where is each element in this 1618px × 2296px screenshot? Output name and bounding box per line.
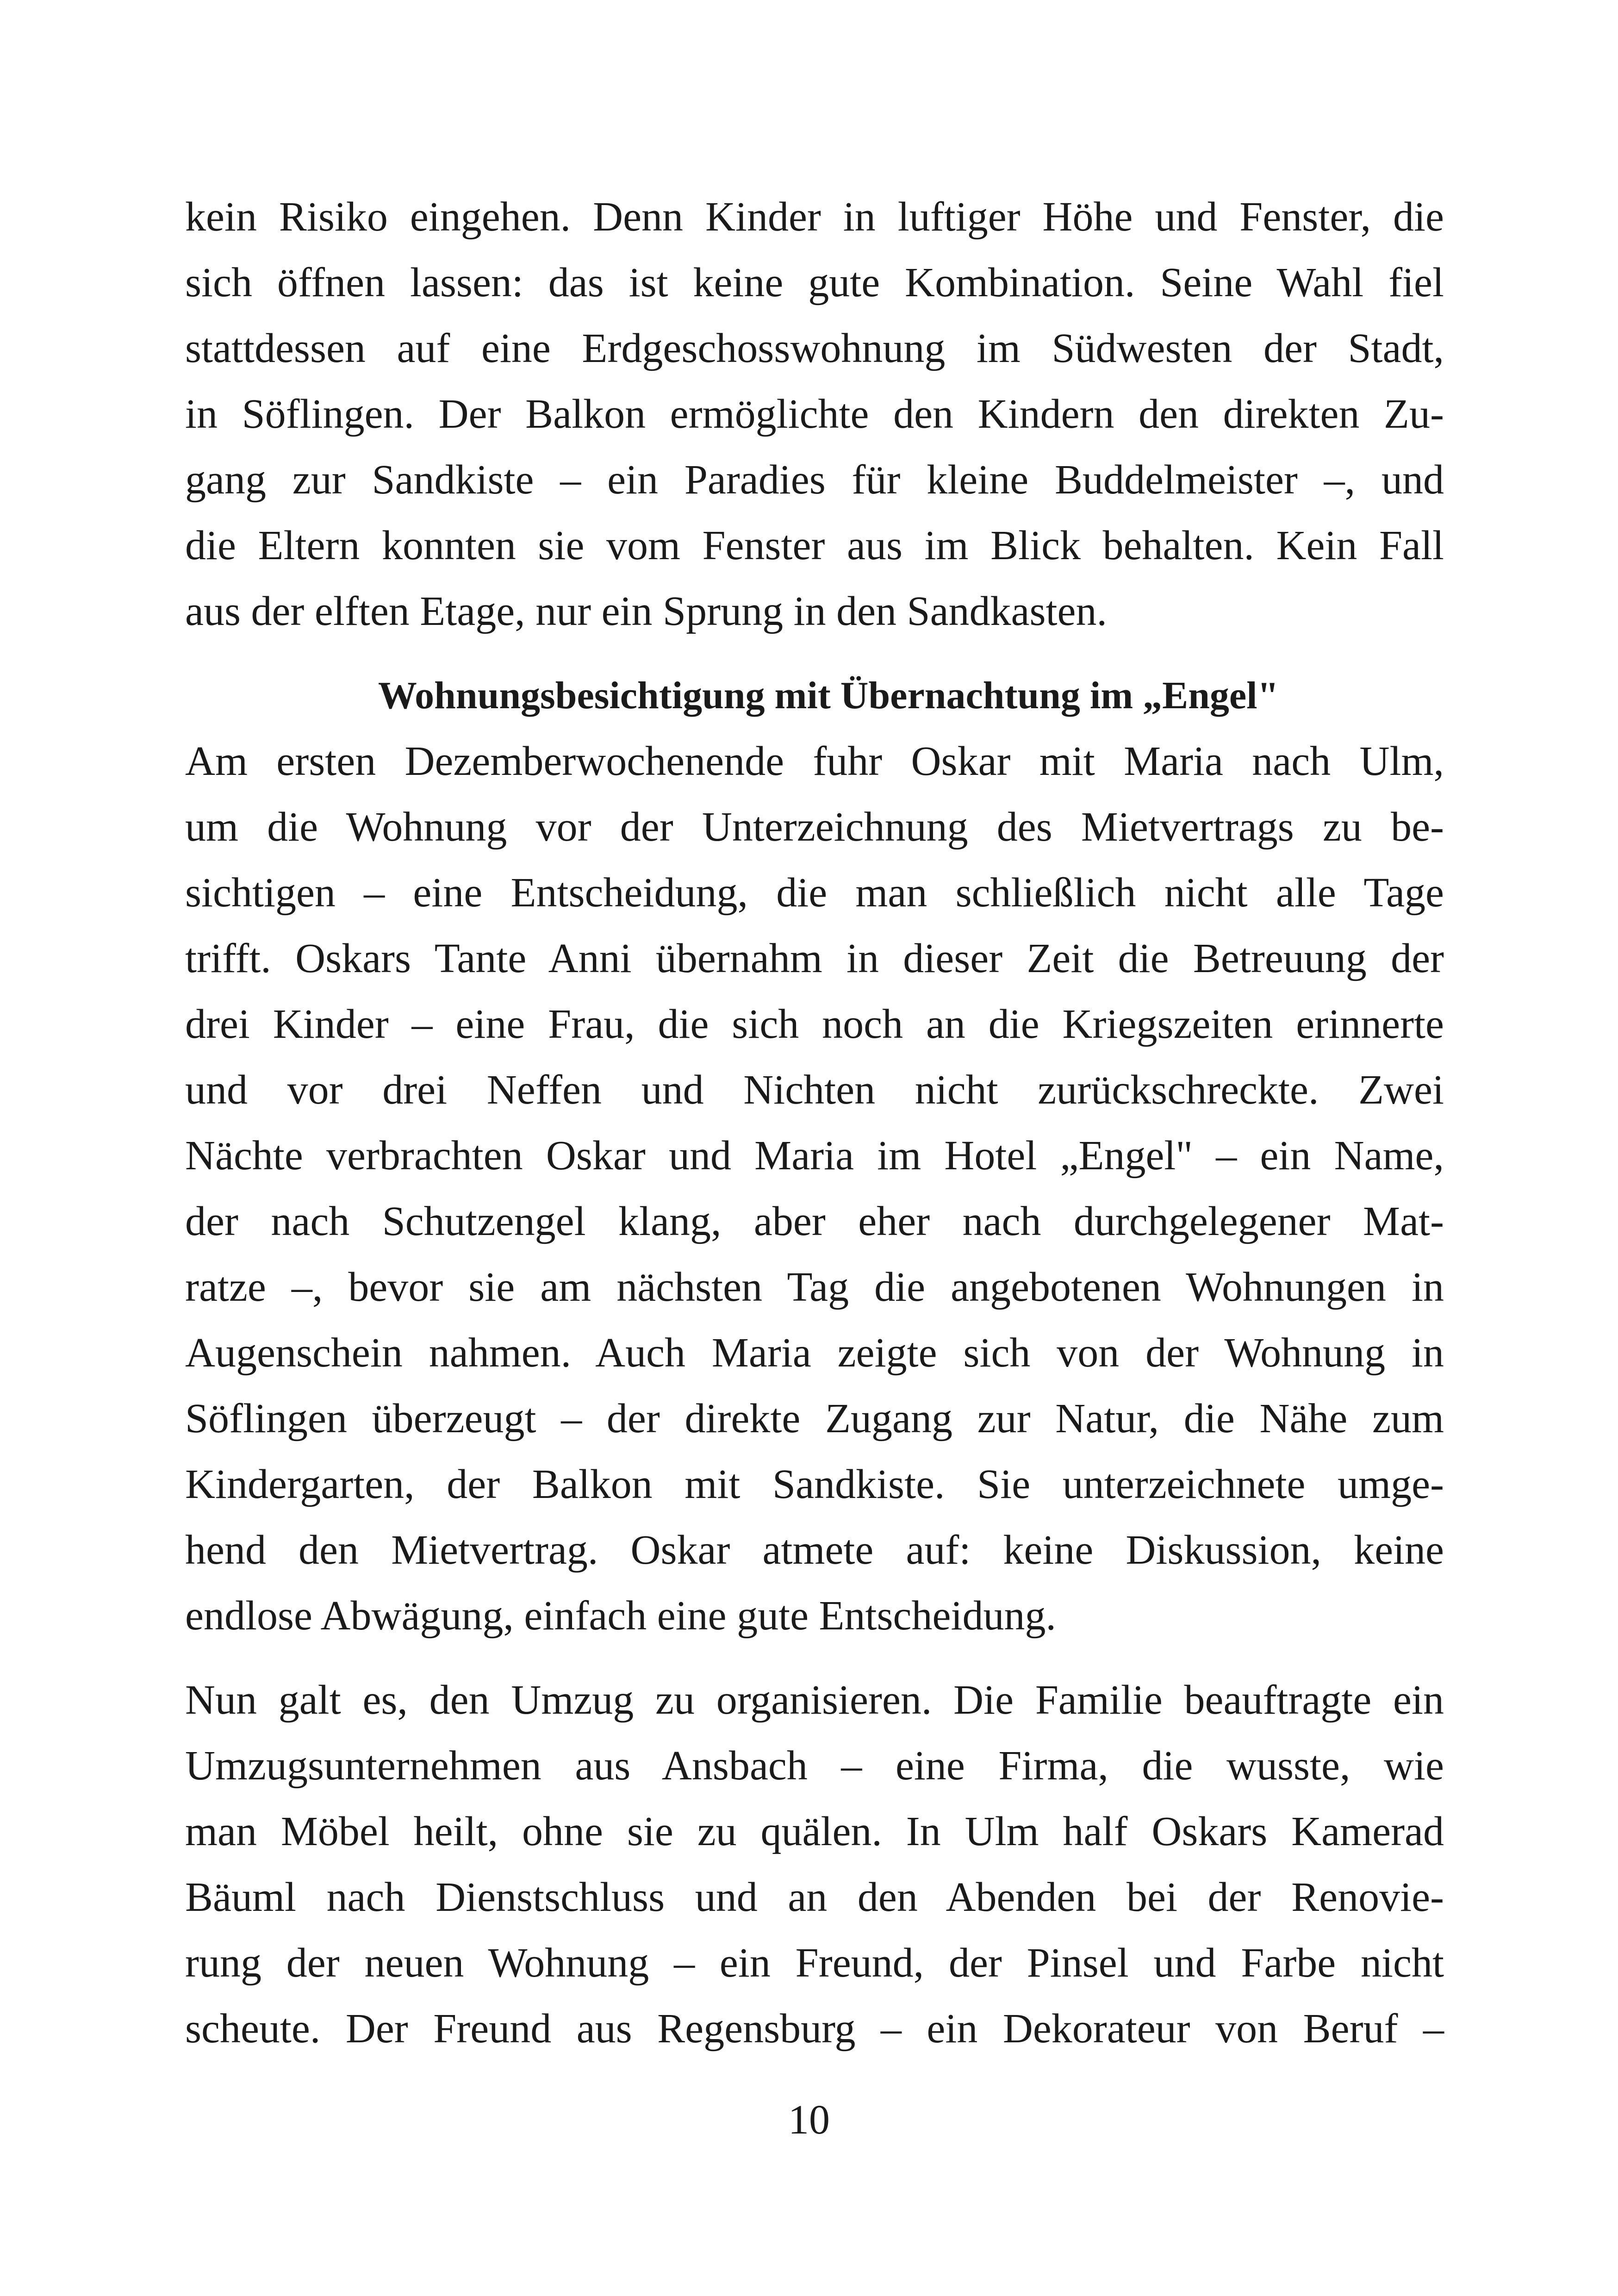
paragraph-line: kein Risiko eingehen. Denn Kinder in luftiger Höhe und Fenster, die <box>185 194 1444 240</box>
paragraph-line: Kindergarten, der Balkon mit Sandkiste. Sie unterzeichnete umge- <box>185 1461 1444 1507</box>
paragraph-line: gang zur Sandkiste – ein Paradies für kleine Buddelmeister –, und <box>185 457 1444 503</box>
paragraph-line: Bäuml nach Dienstschluss und an den Abenden bei der Renovie- <box>185 1874 1444 1920</box>
paragraph-line: scheute. Der Freund aus Regensburg – ein Dekorateur von Beruf – <box>185 2006 1444 2052</box>
page-body <box>185 184 1444 2062</box>
paragraph-line: Augenschein nahmen. Auch Maria zeigte sich von der Wohnung in <box>185 1330 1444 1376</box>
paragraph-line: sichtigen – eine Entscheidung, die man schließlich nicht alle Tage <box>185 870 1444 916</box>
page-number: 10 <box>788 2097 830 2143</box>
paragraph-line: um die Wohnung vor der Unterzeichnung des Mietvertrags zu be- <box>185 804 1444 850</box>
paragraph-line: die Eltern konnten sie vom Fenster aus im Blick behalten. Kein Fall <box>185 523 1444 568</box>
paragraph-line: trifft. Oskars Tante Anni übernahm in dieser Zeit die Betreuung der <box>185 936 1444 981</box>
paragraph-line: sich öffnen lassen: das ist keine gute Kombination. Seine Wahl fiel <box>185 260 1444 306</box>
paragraph-3 <box>185 1667 1444 2062</box>
paragraph-2 <box>185 729 1444 1649</box>
paragraph-1 <box>185 184 1444 644</box>
paragraph-line: Söflingen überzeugt – der direkte Zugang zur Natur, die Nähe zum <box>185 1396 1444 1441</box>
paragraph-line: und vor drei Neffen und Nichten nicht zurückschreckte. Zwei <box>185 1067 1444 1113</box>
paragraph-line: man Möbel heilt, ohne sie zu quälen. In Ulm half Oskars Kamerad <box>185 1809 1444 1854</box>
paragraph-line: drei Kinder – eine Frau, die sich noch an die Kriegszeiten erinnerte <box>185 1001 1444 1047</box>
paragraph-line: Nun galt es, den Umzug zu organisieren. Die Familie beauftragte ein <box>185 1677 1444 1723</box>
paragraph-line: der nach Schutzengel klang, aber eher nach durchgelegener Mat- <box>185 1198 1444 1244</box>
paragraph-line: endlose Abwägung, einfach eine gute Entscheidung. <box>185 1593 1056 1639</box>
paragraph-line: hend den Mietvertrag. Oskar atmete auf: keine Diskussion, keine <box>185 1527 1444 1573</box>
paragraph-line: Nächte verbrachten Oskar und Maria im Hotel „Engel" – ein Name, <box>185 1133 1444 1179</box>
paragraph-line: in Söflingen. Der Balkon ermöglichte den Kindern den direkten Zu- <box>185 391 1444 437</box>
paragraph-line: aus der elften Etage, nur ein Sprung in den Sandkasten. <box>185 588 1107 634</box>
paragraph-line: Am ersten Dezemberwochenende fuhr Oskar mit Maria nach Ulm, <box>185 738 1444 784</box>
paragraph-line: rung der neuen Wohnung – ein Freund, der Pinsel und Farbe nicht <box>185 1940 1444 1986</box>
section-heading: Wohnungsbesichtigung mit Übernachtung im „Engel" <box>378 674 1279 717</box>
paragraph-line: stattdessen auf eine Erdgeschosswohnung im Südwesten der Stadt, <box>185 325 1444 371</box>
paragraph-line: ratze –, bevor sie am nächsten Tag die angebotenen Wohnungen in <box>185 1264 1444 1310</box>
paragraph-line: Umzugsunternehmen aus Ansbach – eine Firma, die wusste, wie <box>185 1743 1444 1789</box>
